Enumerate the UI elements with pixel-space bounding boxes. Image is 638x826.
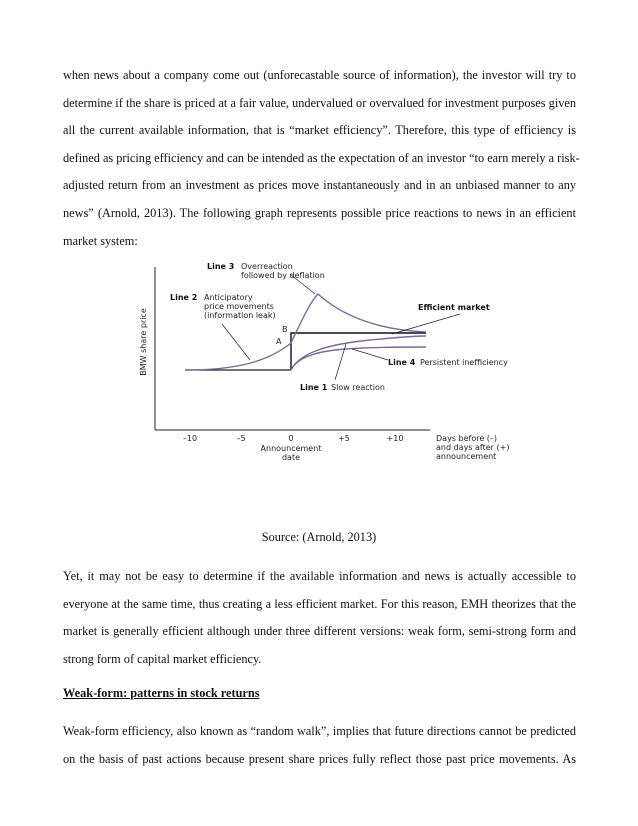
line1-tag: Line 1 <box>300 383 328 392</box>
text-line: on the basis of past actions because present share prices fully reflect those past price movements. As <box>63 751 576 766</box>
section-heading: Weak-form: patterns in stock returns <box>63 686 260 700</box>
leader-line2 <box>222 324 250 360</box>
paragraph-weak-form <box>63 718 576 773</box>
line4-text: Persistent inefficiency <box>420 358 508 367</box>
line3-overreaction-curve <box>291 294 426 343</box>
leader-efficient <box>392 314 460 334</box>
efficient-market-label: Efficient market <box>418 303 490 312</box>
tick-label: +5 <box>338 434 350 443</box>
text-line: market is generally efficient although under three different versions: weak form, semi-strong form and <box>63 624 576 639</box>
text-line: all the current available information, that is “market efficiency”. Therefore, this type of efficiency is <box>63 123 576 138</box>
text-line: defined as pricing efficiency and can be intended as the expectation of an investor “to earn merely a risk- <box>63 150 580 165</box>
text-line: determine if the share is priced at a fair value, undervalued or overvalued for investment purposes given <box>63 95 576 110</box>
y-axis-label: BMW share price <box>139 308 148 376</box>
text-line: strong form of capital market efficiency. <box>63 651 262 666</box>
tick-label: +10 <box>386 434 404 443</box>
text-line: market system: <box>63 233 138 248</box>
x-axis-label-announcement: Announcement <box>260 444 322 453</box>
leader-line4 <box>352 349 388 360</box>
line3-tag: Line 3 <box>207 262 235 271</box>
x-axis-label-announcement: date <box>281 453 301 462</box>
point-b-label: B <box>282 325 288 334</box>
line1-text: Slow reaction <box>331 383 385 392</box>
paragraph-emh-versions <box>63 563 576 673</box>
line2-tag: Line 2 <box>170 293 198 302</box>
x-axis-label-days: and days after (+) <box>436 443 510 452</box>
line2-text: price movements <box>204 302 274 311</box>
text-line: everyone at the same time, thus creating a less efficient market. For this reason, EMH theorizes that the <box>63 596 576 611</box>
tick-label: 0 <box>288 434 294 443</box>
paragraph-market-efficiency <box>63 62 580 255</box>
line3-text: followed by deflation <box>241 271 325 280</box>
line2-anticipatory-curve <box>185 343 291 370</box>
line2-text: Anticipatory <box>204 293 253 302</box>
line3-text: Overreaction <box>241 262 293 271</box>
text-line: Yet, it may not be easy to determine if the available information and news is actually accessible to <box>63 569 576 583</box>
text-line: adjusted return from an investment as prices move instantaneously and in an unbiased manner to any <box>63 178 576 193</box>
x-axis-label-days: Days before (–) <box>436 434 498 443</box>
text-line: when news about a company come out (unforecastable source of information), the investor will try to <box>63 68 576 82</box>
line4-tag: Line 4 <box>388 358 416 367</box>
figure-caption: Source: (Arnold, 2013) <box>261 530 377 544</box>
point-a-label: A <box>276 337 282 346</box>
tick-label: –5 <box>236 434 246 443</box>
text-line: news” (Arnold, 2013). The following graph represents possible price reactions to news in an efficient <box>63 205 576 220</box>
text-line: Weak-form efficiency, also known as “random walk”, implies that future directions cannot be predicted <box>63 724 576 738</box>
tick-label: –10 <box>182 434 198 443</box>
line2-text: (information leak) <box>204 311 276 320</box>
x-axis-label-days: announcement <box>436 452 497 461</box>
price-reaction-figure <box>130 252 510 472</box>
